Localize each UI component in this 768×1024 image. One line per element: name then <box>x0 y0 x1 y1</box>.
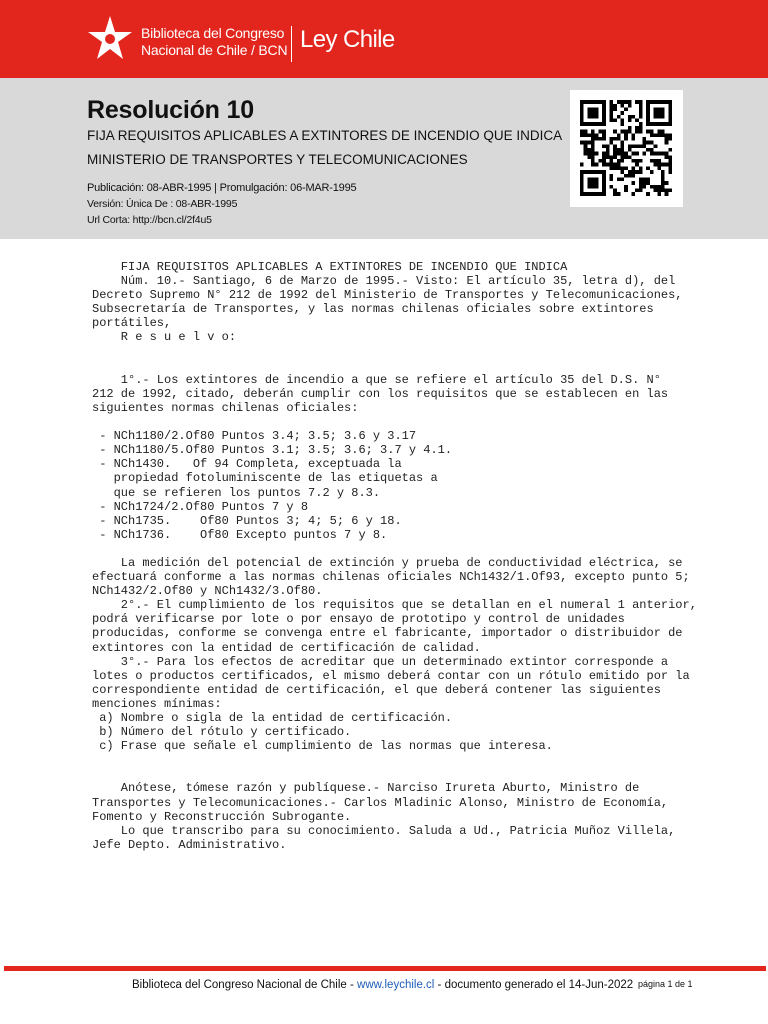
bcn-name-line2: Nacional de Chile / BCN <box>141 42 288 58</box>
ley-chile-logo[interactable]: Ley Chile <box>300 26 395 53</box>
footer-suffix: - documento generado el 14-Jun-2022 <box>434 979 634 991</box>
document-title: Resolución 10 <box>87 96 254 124</box>
document-header <box>0 78 768 239</box>
document-ministry: MINISTERIO DE TRANSPORTES Y TELECOMUNICACIONES <box>87 152 468 167</box>
logo-divider <box>291 26 292 62</box>
qr-code-icon <box>580 100 672 196</box>
page-number: página 1 de 1 <box>638 979 693 989</box>
footer-link[interactable]: www.leychile.cl <box>357 979 435 991</box>
document-body: FIJA REQUISITOS APLICABLES A EXTINTORES DE INCENDIO QUE INDICA Núm. 10.- Santiago, 6 de Marzo de 1995.- Visto: El artículo 35, letra d), del Decreto Supremo N° 212 de 1992 del Ministerio de Transportes y Telecomunicaciones, Subsecretaría de Transportes, y las normas chilenas oficiales sobre extintores portátiles, R e s u e l v o: 1°.- Los extintores de incendio a que se refiere el artículo 35 del D.S. N° 212 de 1992, citado, deberán cumplir con los requisitos que se establecen en las siguientes normas chilenas oficiales: - NCh1180/2.Of80 Puntos 3.4; 3.5; 3.6 y 3.17 - NCh1180/5.Of80 Puntos 3.1; 3.5; 3.6; 3.7 y 4.1. - NCh1430. Of 94 Completa, exceptuada la propiedad fotoluminiscente de las etiquetas a que se refieren los puntos 7.2 y 8.3. - NCh1724/2.Of80 Puntos 7 y 8 - NCh1735. Of80 Puntos 3; 4; 5; 6 y 18. - NCh1736. Of80 Excepto puntos 7 y 8. La medición del potencial de extinción y prueba de conductividad eléctrica, se efectuará conforme a las normas chilenas oficiales NCh1432/1.Of93, excepto punto 5; NCh1432/2.Of80 y NCh1432/3.Of80. 2°.- El cumplimiento de los requisitos que se detallan en el numeral 1 anterior, podrá verificarse por lote o por ensayo de prototipo y control de unidades producidas, conforme se convenga entre el fabricante, importador o distribuidor de extintores con la entidad de certificación de calidad. 3°.- Para los efectos de acreditar que un determinado extintor corresponde a lotes o productos certificados, el mismo deberá contar con un rótulo emitido por la correspondiente entidad de certificación, el que deberá contener las siguientes menciones mínimas: a) Nombre o sigla de la entidad de certificación. b) Número del rótulo y certificado. c) Frase que señale el cumplimiento de las normas que interesa. Anótese, tómese razón y publíquese.- Narciso Irureta Aburto, Ministro de Transportes y Telecomunicaciones.- Carlos Mladinic Alonso, Ministro de Economía, Fomento y Reconstrucción Subrogante. Lo que transcribo para su conocimiento. Saluda a Ud., Patricia Muñoz Villela, Jefe Depto. Administrativo. <box>92 260 697 852</box>
footer-divider <box>4 966 766 971</box>
qr-code-container <box>570 90 683 207</box>
bcn-name-line1: Biblioteca del Congreso <box>141 25 285 41</box>
bcn-star-logo-icon <box>86 14 134 62</box>
short-url[interactable]: Url Corta: http://bcn.cl/2f4u5 <box>87 214 212 226</box>
bcn-logo-text[interactable] <box>141 25 287 59</box>
version-info: Versión: Única De : 08-ABR-1995 <box>87 198 238 210</box>
footer-prefix: Biblioteca del Congreso Nacional de Chile - <box>132 979 358 991</box>
document-subtitle: FIJA REQUISITOS APLICABLES A EXTINTORES DE INCENDIO QUE INDICA <box>87 128 563 143</box>
top-banner <box>0 0 768 78</box>
publication-info: Publicación: 08-ABR-1995 | Promulgación: 06-MAR-1995 <box>87 182 357 194</box>
